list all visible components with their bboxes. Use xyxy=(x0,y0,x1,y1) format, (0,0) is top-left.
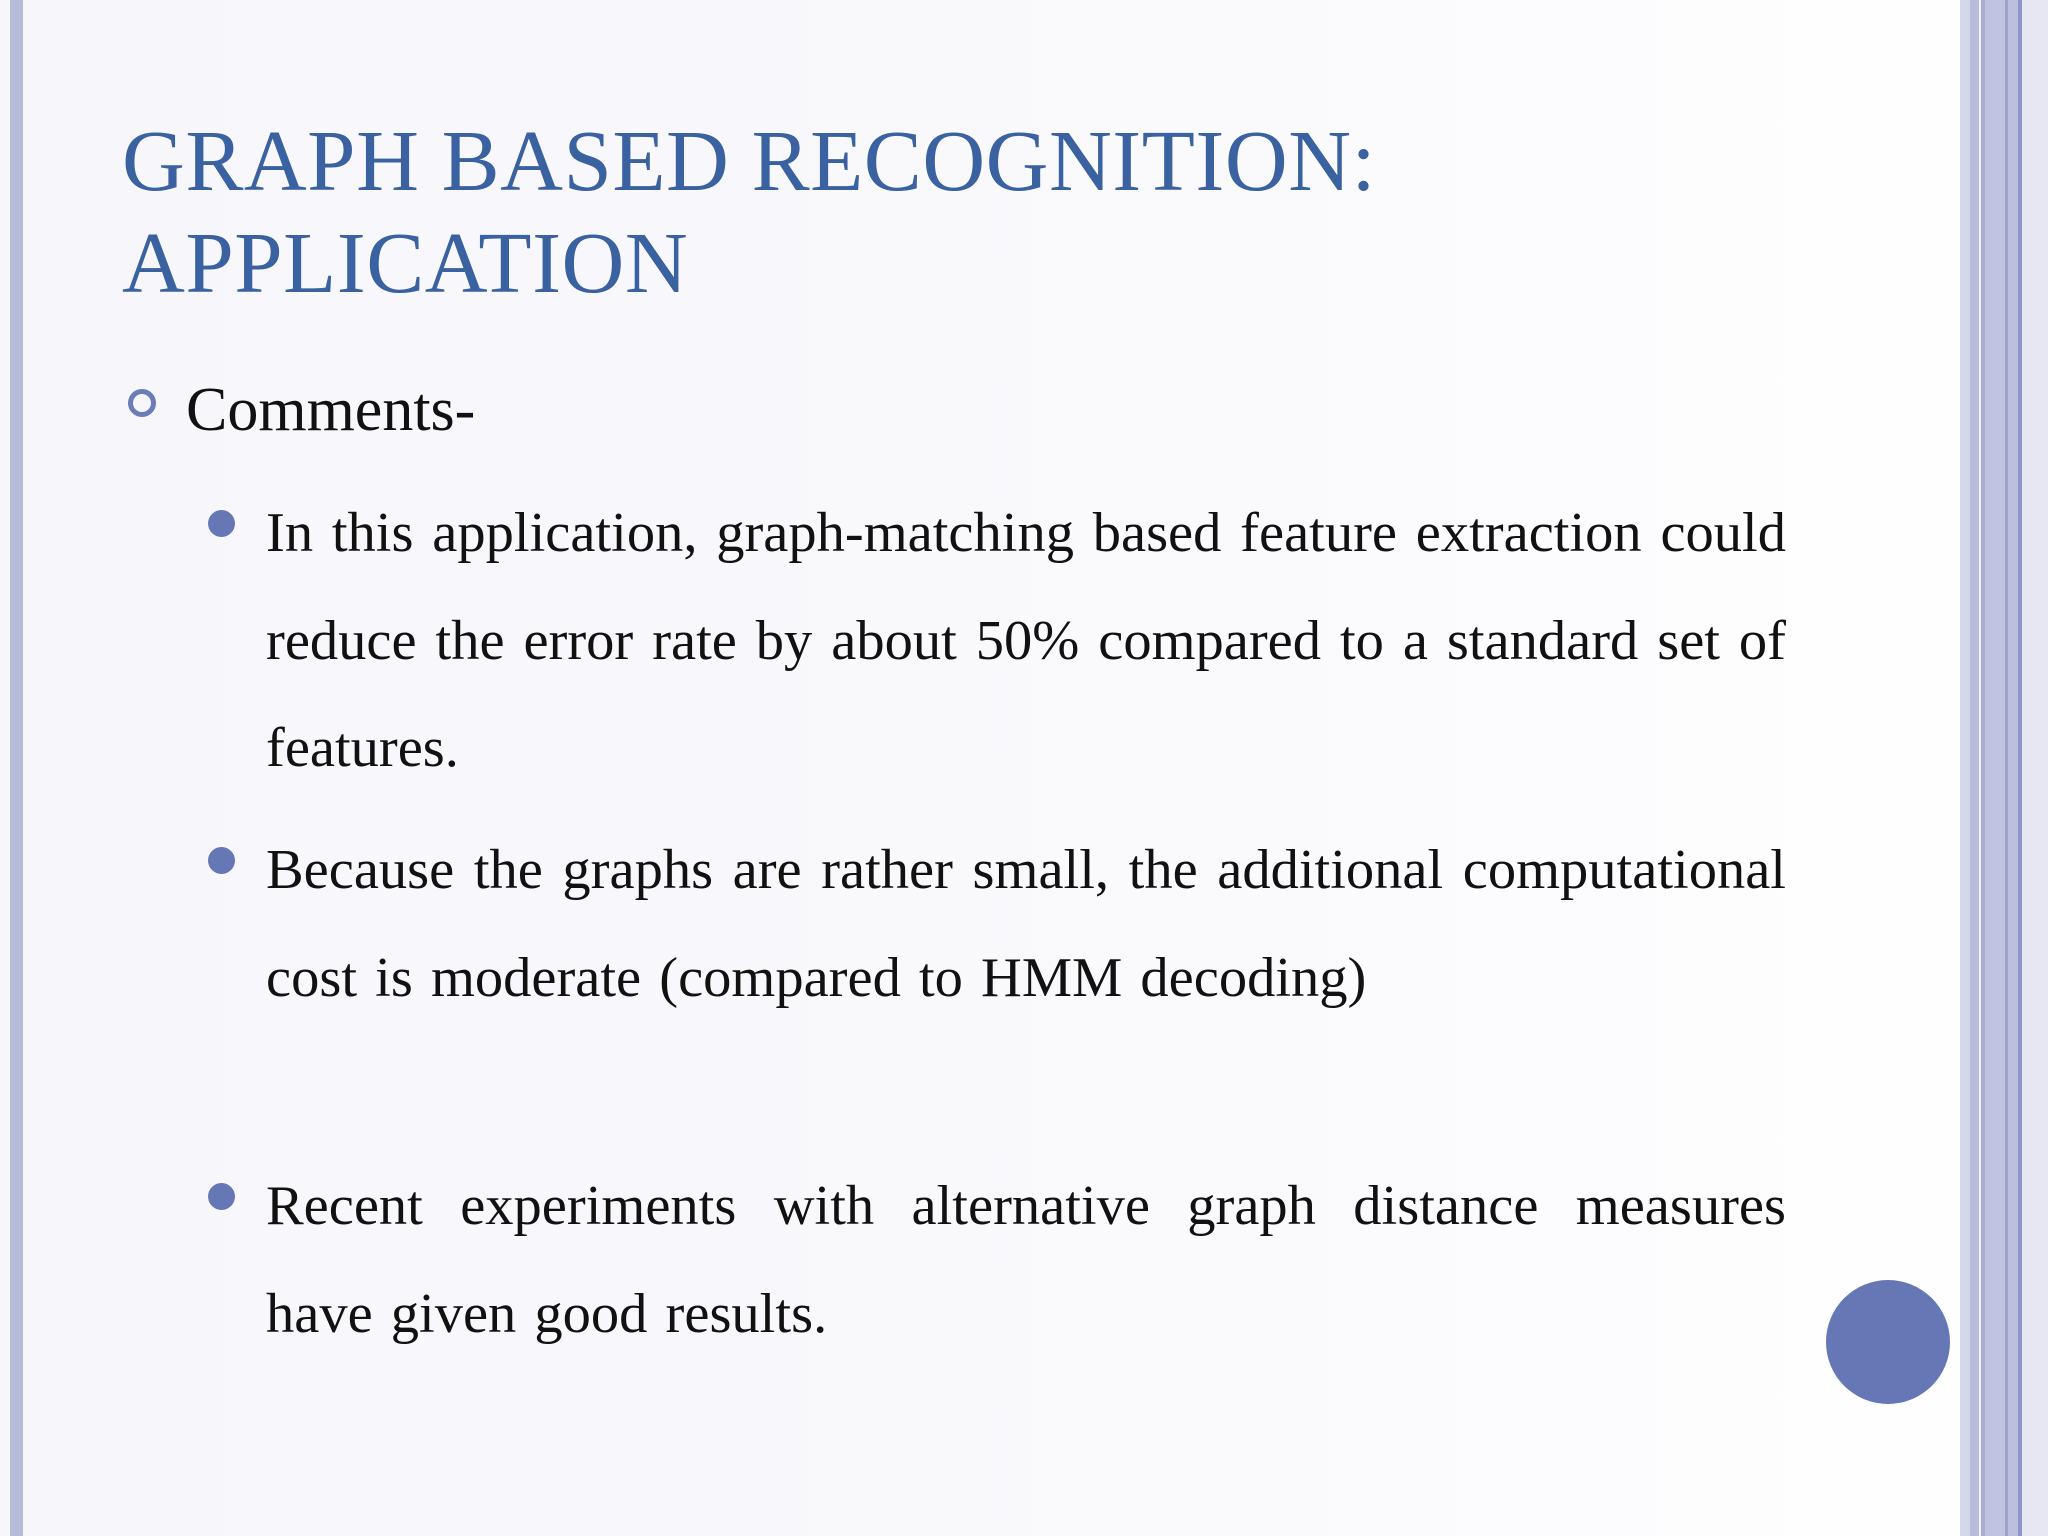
sub-bullet-text: Because the graphs are rather small, the additional computational cost is moderate (compared to HMM decoding) xyxy=(266,839,1786,1009)
circle-decoration xyxy=(1826,1280,1950,1404)
slide-title-line-1: GRAPH BASED RECOGNITION: xyxy=(122,112,1377,209)
sub-bullet-item xyxy=(208,1153,1786,1368)
right-border-stripe xyxy=(2022,0,2048,1536)
dot-bullet-icon xyxy=(208,847,235,874)
main-bullet-text: Comments- xyxy=(186,375,476,444)
ring-bullet-icon xyxy=(128,389,156,417)
right-border-stripe xyxy=(1970,0,1979,1536)
right-border-stripe xyxy=(2008,0,2018,1536)
right-border-stripe xyxy=(1985,0,2005,1536)
sub-bullet-text: Recent experiments with alternative graph distance measures have given good results. xyxy=(266,1175,1786,1345)
sub-bullet-text: In this application, graph-matching based feature extraction could reduce the error rate by about 50% compared to a standard set of features. xyxy=(266,502,1786,779)
dot-bullet-icon xyxy=(208,510,235,537)
sub-bullet-item xyxy=(208,817,1786,1032)
dot-bullet-icon xyxy=(208,1183,235,1210)
slide-title-line-2: APPLICATION xyxy=(122,214,689,311)
sub-bullet-item xyxy=(208,480,1786,803)
slide-title xyxy=(122,110,1902,314)
right-border-stripe xyxy=(1960,0,1970,1536)
main-bullet-item xyxy=(128,370,475,450)
left-border-decoration xyxy=(10,0,23,1536)
